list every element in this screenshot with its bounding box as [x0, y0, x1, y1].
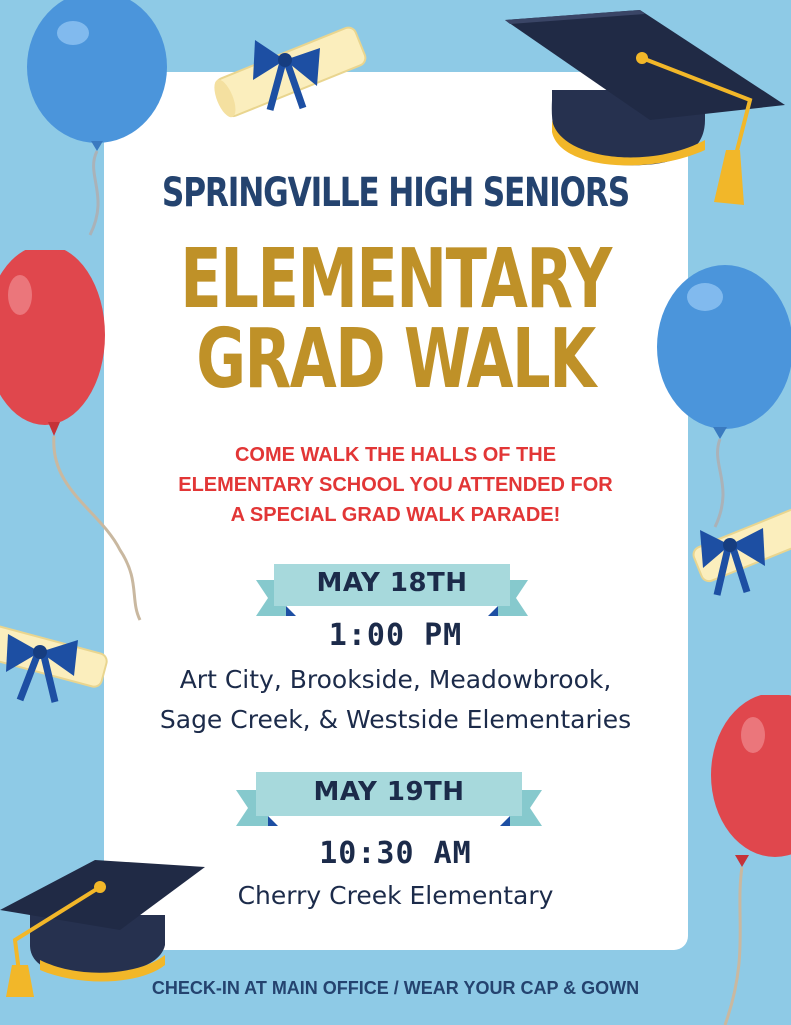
event-date: MAY 18TH	[316, 568, 468, 598]
event-locations	[0, 660, 791, 740]
event-title	[103, 232, 688, 407]
event-title-line1: ELEMENTARY	[180, 232, 611, 327]
description-line3: A SPECIAL GRAD WALK PARADE!	[230, 504, 561, 526]
footer-instructions: CHECK-IN AT MAIN OFFICE / WEAR YOUR CAP & GOWN	[151, 978, 640, 998]
event-time: 1:00 PM	[328, 618, 463, 653]
event-title-line2: GRAD WALK	[196, 312, 595, 407]
event-description	[0, 440, 791, 530]
description-line2: ELEMENTARY SCHOOL YOU ATTENDED FOR	[178, 474, 613, 496]
diploma-icon	[205, 10, 375, 125]
date-ribbon	[256, 560, 528, 622]
event-time: 10:30 AM	[319, 836, 472, 871]
location-line2: Sage Creek, & Westside Elementaries	[159, 705, 632, 734]
event-locations	[0, 876, 791, 916]
event-date: MAY 19TH	[313, 777, 465, 807]
school-line: SPRINGVILLE HIGH SENIORS	[161, 170, 630, 216]
location-line1: Cherry Creek Elementary	[237, 881, 554, 910]
location-line1: Art City, Brookside, Meadowbrook,	[179, 665, 612, 694]
date-ribbon	[236, 768, 542, 832]
description-line1: COME WALK THE HALLS OF THE	[234, 444, 557, 466]
